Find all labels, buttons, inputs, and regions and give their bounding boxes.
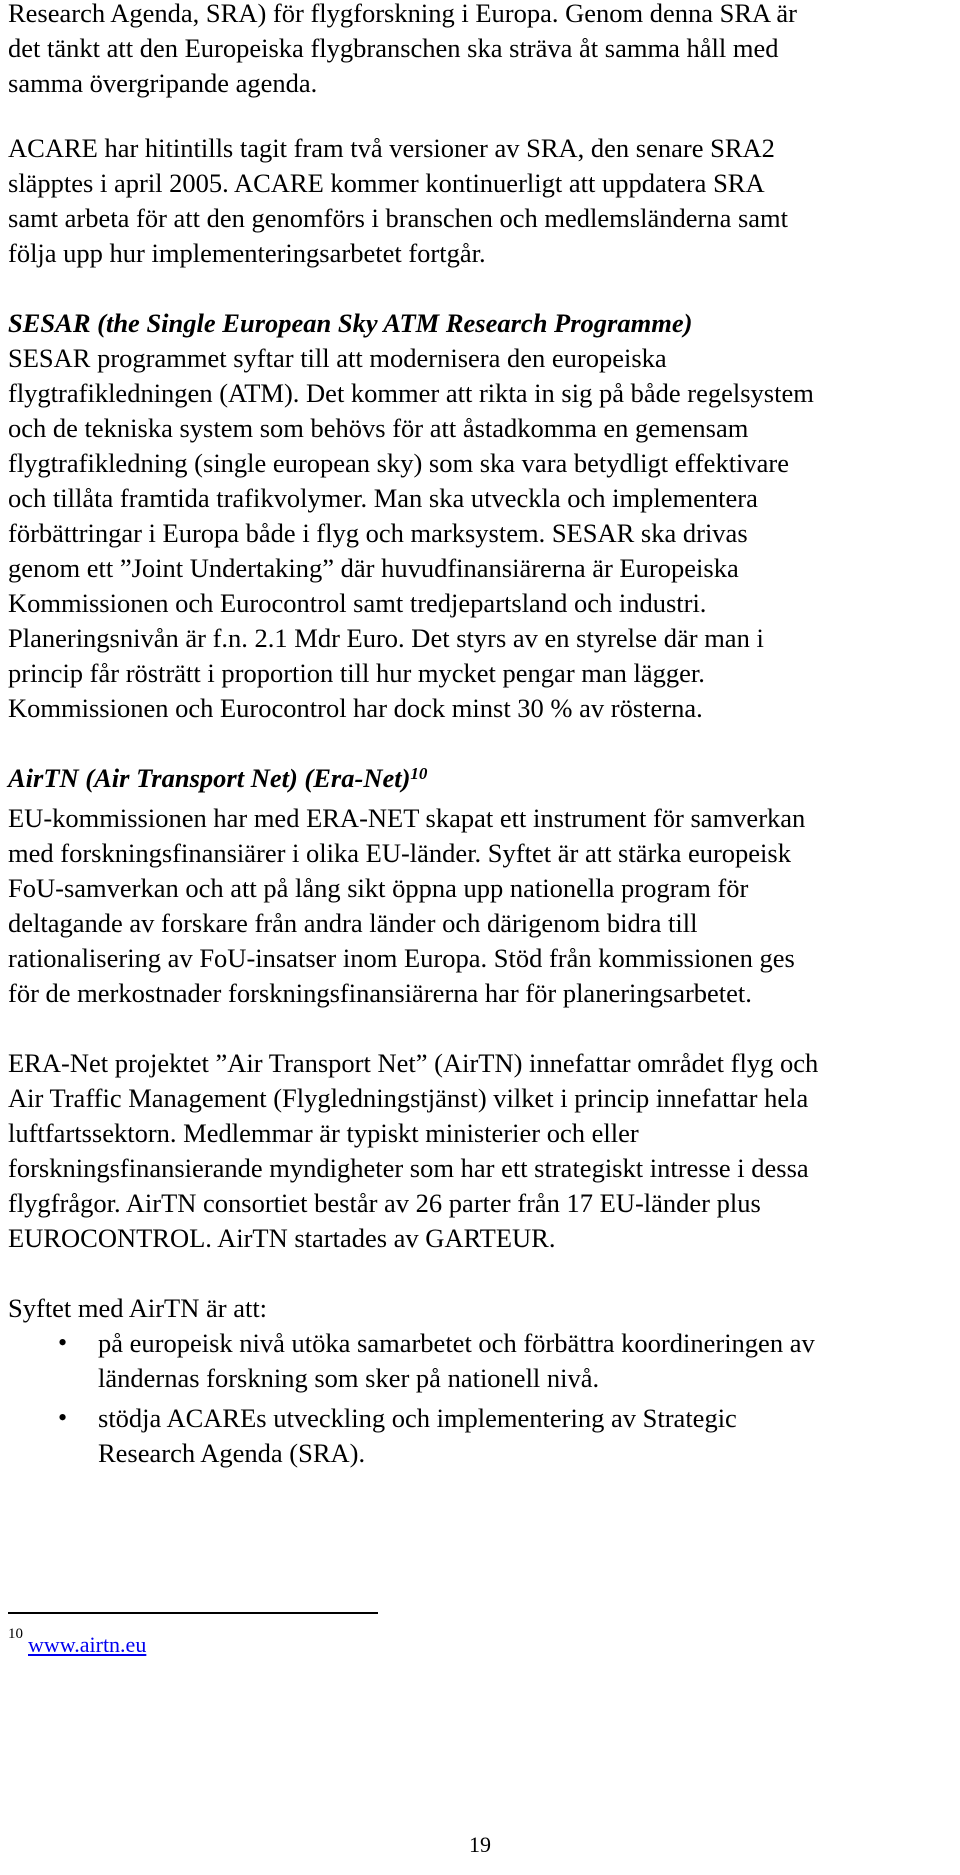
- airtn-line: med forskningsfinansiärer i olika EU-länder. Syftet är att stärka europeisk: [8, 838, 791, 868]
- eranet-line: ERA-Net projektet ”Air Transport Net” (AirTN) innefattar området flyg och: [8, 1048, 819, 1078]
- eranet-line: luftfartssektorn. Medlemmar är typiskt ministerier och eller: [8, 1118, 639, 1148]
- airtn-line: för de merkostnader forskningsfinansiärerna har för planeringsarbetet.: [8, 978, 752, 1008]
- intro-line: samma övergripande agenda.: [8, 68, 318, 98]
- sesar-line: Kommissionen och Eurocontrol har dock minst 30 % av rösterna.: [8, 693, 703, 723]
- airtn-heading: [8, 760, 427, 796]
- sesar-line: flygtrafikledning (single european sky) som ska vara betydligt effektivare: [8, 448, 790, 478]
- acare-line: samt arbeta för att den genomförs i branschen och medlemsländerna samt: [8, 203, 789, 233]
- eranet-line: Air Traffic Management (Flygledningstjänst) vilket i princip innefattar hela: [8, 1083, 809, 1113]
- footnote-link[interactable]: www.airtn.eu: [28, 1632, 147, 1657]
- sesar-line: SESAR programmet syftar till att modernisera den europeiska: [8, 343, 667, 373]
- eranet-line: flygfrågor. AirTN consortiet består av 26 parter från 17 EU-länder plus: [8, 1188, 761, 1218]
- airtn-heading-text: AirTN (Air Transport Net) (Era-Net): [8, 763, 411, 793]
- footnote-number: 10: [8, 1626, 23, 1642]
- airtn-line: rationalisering av FoU-insatser inom Europa. Stöd från kommissionen ges: [8, 943, 795, 973]
- intro-line: Research Agenda, SRA) för flygforskning i Europa. Genom denna SRA är: [8, 0, 797, 28]
- sesar-line: och tillåta framtida trafikvolymer. Man ska utveckla och implementera: [8, 483, 758, 513]
- bullet-icon: •: [58, 1403, 68, 1432]
- sesar-line: förbättringar i Europa både i flyg och marksystem. SESAR ska drivas: [8, 518, 748, 548]
- bullet-icon: •: [58, 1328, 68, 1357]
- sesar-line: genom ett ”Joint Undertaking” där huvudfinansiärerna är Europeiska: [8, 553, 739, 583]
- bullet-item-line: Research Agenda (SRA).: [98, 1438, 366, 1468]
- bullet-item-line: stödja ACAREs utveckling och implementering av Strategic: [98, 1403, 737, 1433]
- airtn-line: EU-kommissionen har med ERA-NET skapat ett instrument för samverkan: [8, 803, 806, 833]
- sesar-heading: SESAR (the Single European Sky ATM Research Programme): [8, 308, 693, 338]
- sesar-line: princip får rösträtt i proportion till hur mycket pengar man lägger.: [8, 658, 705, 688]
- eranet-line: EUROCONTROL. AirTN startades av GARTEUR.: [8, 1223, 556, 1253]
- airtn-line: FoU-samverkan och att på lång sikt öppna upp nationella program för: [8, 873, 749, 903]
- acare-line: ACARE har hitintills tagit fram två versioner av SRA, den senare SRA2: [8, 133, 775, 163]
- sesar-line: flygtrafikledningen (ATM). Det kommer att rikta in sig på både regelsystem: [8, 378, 814, 408]
- footnote-reference: 10: [410, 764, 428, 783]
- page-number: 19: [469, 1832, 491, 1857]
- sesar-line: Kommissionen och Eurocontrol samt tredjepartsland och industri.: [8, 588, 707, 618]
- bullet-item-line: på europeisk nivå utöka samarbetet och förbättra koordineringen av: [98, 1328, 815, 1358]
- purpose-intro: Syftet med AirTN är att:: [8, 1293, 268, 1323]
- sesar-line: Planeringsnivån är f.n. 2.1 Mdr Euro. Det styrs av en styrelse där man i: [8, 623, 764, 653]
- eranet-line: forskningsfinansierande myndigheter som har ett strategiskt intresse i dessa: [8, 1153, 809, 1183]
- acare-line: släpptes i april 2005. ACARE kommer kontinuerligt att uppdatera SRA: [8, 168, 765, 198]
- bullet-item-line: ländernas forskning som sker på nationell nivå.: [98, 1363, 600, 1393]
- sesar-line: och de tekniska system som behövs för att åstadkomma en gemensam: [8, 413, 749, 443]
- airtn-line: deltagande av forskare från andra länder och därigenom bidra till: [8, 908, 698, 938]
- intro-line: det tänkt att den Europeiska flygbranschen ska sträva åt samma håll med: [8, 33, 779, 63]
- footnote-separator: [8, 1612, 378, 1614]
- acare-line: följa upp hur implementeringsarbetet fortgår.: [8, 238, 486, 268]
